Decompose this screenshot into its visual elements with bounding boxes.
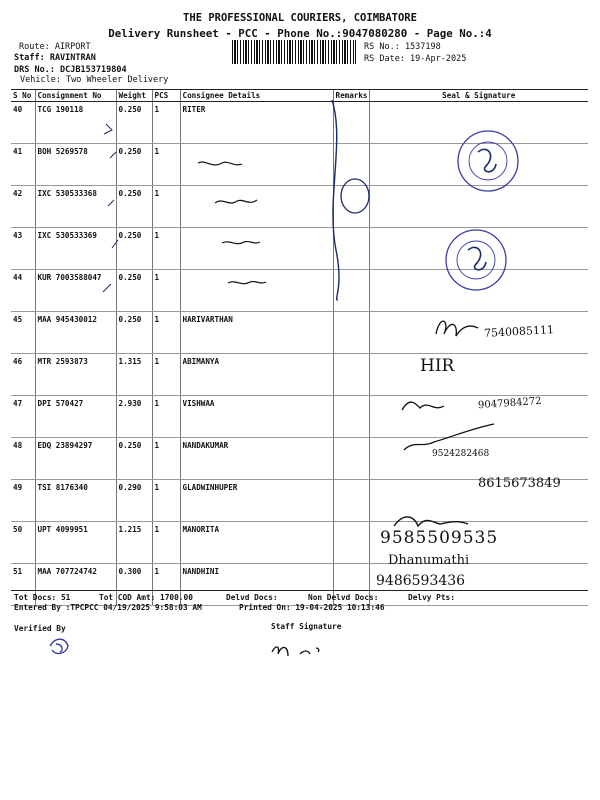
cell-pcs: 1 <box>152 564 180 606</box>
verified-signature <box>50 639 68 653</box>
cell-consignment: DPI 570427 <box>35 396 116 438</box>
handwritten-phone: 9047984272 <box>477 395 542 412</box>
tick-mark <box>108 200 114 206</box>
cell-pcs: 1 <box>152 522 180 564</box>
consignee-scribble <box>198 162 242 165</box>
cell-pcs: 1 <box>152 438 180 480</box>
entered-by: Entered By :TPCPCC 04/19/2025 9:58:03 AM <box>14 603 202 612</box>
verified-by-label: Verified By <box>14 624 66 633</box>
col-pcs: PCS <box>152 90 180 102</box>
cell-consignee: MANORITA <box>180 522 333 564</box>
cell-consignee: NANDHINI <box>180 564 333 606</box>
cell-sno: 48 <box>11 438 35 480</box>
cell-sno: 51 <box>11 564 35 606</box>
cell-weight: 0.250 <box>116 102 152 144</box>
staff-label: Staff: RAVINTRAN <box>14 53 96 63</box>
remarks-circle-mark <box>341 179 369 213</box>
company-stamp-inner <box>457 241 495 279</box>
cell-consignee: GLADWINHUPER <box>180 480 333 522</box>
cell-weight: 0.250 <box>116 438 152 480</box>
cell-weight: 0.290 <box>116 480 152 522</box>
cell-pcs: 1 <box>152 102 180 144</box>
cell-pcs: 1 <box>152 228 180 270</box>
col-remarks: Remarks <box>333 90 369 102</box>
consignee-scribble <box>215 200 257 203</box>
cell-consignment: UPT 4099951 <box>35 522 116 564</box>
cell-consignment: EDQ 23894297 <box>35 438 116 480</box>
handwritten-signature: Dhanumathi <box>388 553 470 568</box>
cell-pcs: 1 <box>152 480 180 522</box>
recipient-signature <box>404 424 494 450</box>
recipient-signature <box>394 517 468 526</box>
remarks-bracket-mark <box>332 100 339 300</box>
route-label: Route: AIRPORT <box>19 42 91 52</box>
printed-on: Printed On: 19-04-2025 10:13:46 <box>239 603 385 612</box>
handwritten-signature: HIR <box>420 356 455 376</box>
cell-weight: 0.250 <box>116 270 152 312</box>
consignee-scribble <box>222 242 260 244</box>
cell-consignment: MAA 945430012 <box>35 312 116 354</box>
tick-mark <box>103 284 111 292</box>
cell-sno: 40 <box>11 102 35 144</box>
cell-weight: 0.300 <box>116 564 152 606</box>
col-consignment: Consignment No <box>35 90 116 102</box>
col-seal-signature: Seal & Signature <box>369 90 588 102</box>
col-consignee: Consignee Details <box>180 90 333 102</box>
stamp-signature <box>478 149 496 171</box>
delivered-docs: Delvd Docs: <box>226 593 278 602</box>
cell-sno: 45 <box>11 312 35 354</box>
cell-weight: 2.930 <box>116 396 152 438</box>
cell-pcs: 1 <box>152 396 180 438</box>
cell-consignment: IXC 530533368 <box>35 186 116 228</box>
rs-date: RS Date: 19-Apr-2025 <box>364 54 467 64</box>
cell-consignee: RITER <box>180 102 333 144</box>
cell-pcs: 1 <box>152 354 180 396</box>
cell-weight: 0.250 <box>116 312 152 354</box>
staff-signature-label: Staff Signature <box>271 622 342 631</box>
cell-sno: 46 <box>11 354 35 396</box>
stamp-signature <box>468 247 486 269</box>
cell-pcs: 1 <box>152 270 180 312</box>
cell-weight: 1.215 <box>116 522 152 564</box>
consignee-scribble <box>228 282 266 284</box>
cell-sno: 50 <box>11 522 35 564</box>
tick-mark <box>112 240 118 248</box>
company-stamp-inner <box>469 142 507 180</box>
cell-weight: 0.250 <box>116 186 152 228</box>
cell-pcs: 1 <box>152 186 180 228</box>
tick-mark <box>104 124 112 134</box>
handwritten-phone: 7540085111 <box>483 323 555 340</box>
recipient-signature <box>402 402 444 410</box>
drs-number: DRS No.: DCJB153719804 <box>14 65 127 75</box>
vehicle-label: Vehicle: Two Wheeler Delivery <box>20 75 169 85</box>
non-delivered-docs: Non Delvd Docs: <box>308 593 379 602</box>
runsheet-subtitle: Delivery Runsheet - PCC - Phone No.:9047080280 - Page No.:4 <box>108 27 492 40</box>
cell-weight: 0.250 <box>116 228 152 270</box>
cell-consignee: VISHWAA <box>180 396 333 438</box>
handwritten-phone: 9585509535 <box>380 528 499 548</box>
col-sno: S No <box>11 90 35 102</box>
cell-consignee: NANDAKUMAR <box>180 438 333 480</box>
cell-consignee: HARIVARTHAN <box>180 312 333 354</box>
cell-sno: 42 <box>11 186 35 228</box>
company-title: THE PROFESSIONAL COURIERS, COIMBATORE <box>183 12 417 24</box>
cell-sno: 49 <box>11 480 35 522</box>
totals-divider <box>11 590 588 591</box>
cell-consignment: TCG 190118 <box>35 102 116 144</box>
recipient-signature <box>436 321 478 336</box>
cell-consignment: MAA 707724742 <box>35 564 116 606</box>
cell-consignment: KUR 7003588047 <box>35 270 116 312</box>
cell-consignment: IXC 530533369 <box>35 228 116 270</box>
col-weight: Weight <box>116 90 152 102</box>
cell-consignee: ABIMANYA <box>180 354 333 396</box>
cell-consignment: BOH 5269578 <box>35 144 116 186</box>
cell-weight: 0.250 <box>116 144 152 186</box>
total-cod-amount: Tot COD Amt: 1700.00 <box>99 593 193 602</box>
cell-sno: 44 <box>11 270 35 312</box>
cell-consignment: MTR 2593873 <box>35 354 116 396</box>
handwritten-phone: 9524282468 <box>432 449 490 459</box>
cell-consignment: TSI 8176340 <box>35 480 116 522</box>
cell-pcs: 1 <box>152 144 180 186</box>
cell-sno: 41 <box>11 144 35 186</box>
company-stamp <box>446 230 506 290</box>
cell-pcs: 1 <box>152 312 180 354</box>
cell-sno: 47 <box>11 396 35 438</box>
cell-weight: 1.315 <box>116 354 152 396</box>
handwritten-phone: 9486593436 <box>376 573 466 589</box>
company-stamp <box>458 131 518 191</box>
rs-number: RS No.: 1537198 <box>364 42 441 52</box>
handwritten-phone: 8615673849 <box>478 476 561 491</box>
tick-mark <box>110 152 116 158</box>
staff-signature-mark <box>272 647 319 656</box>
delivery-points: Delvy Pts: <box>408 593 455 602</box>
cell-sno: 43 <box>11 228 35 270</box>
total-docs: Tot Docs: 51 <box>14 593 71 602</box>
